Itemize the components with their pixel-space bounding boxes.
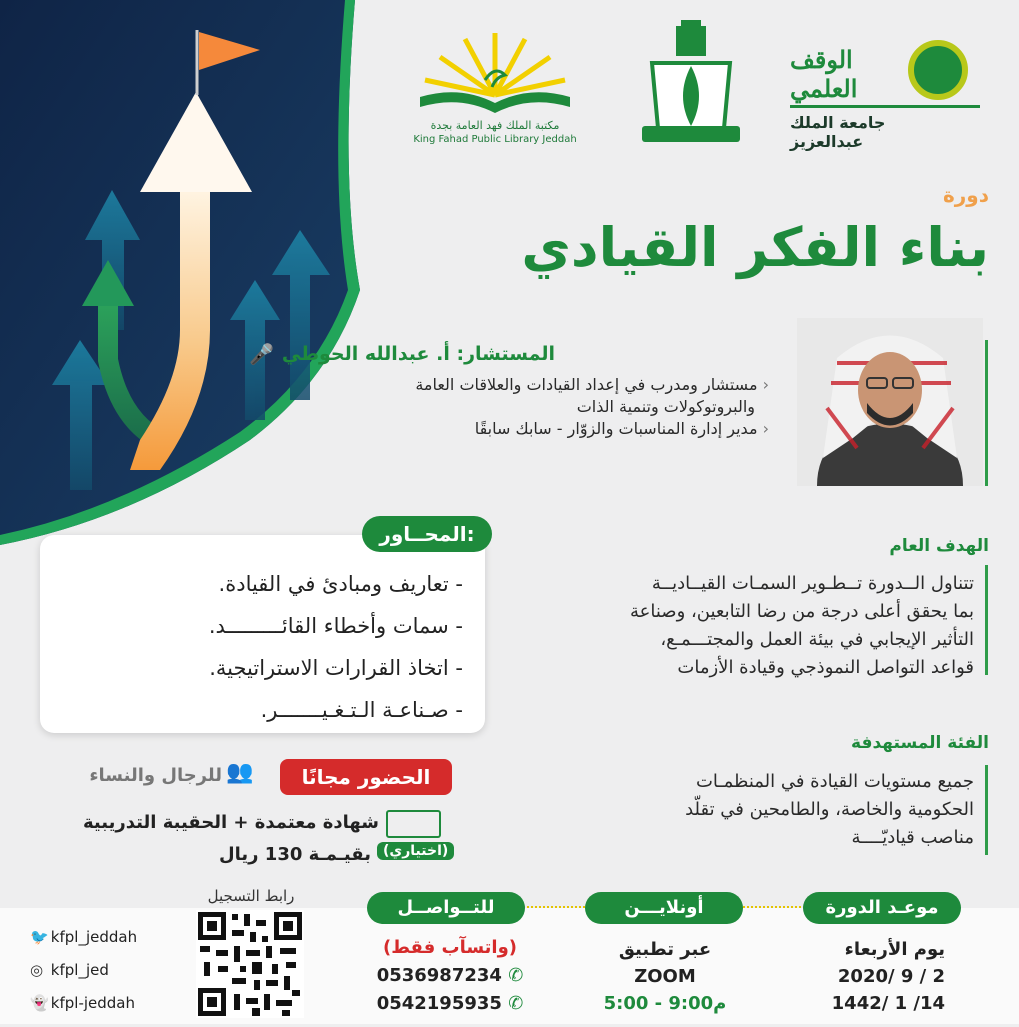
snapchat-link[interactable]: 👻 kfpl-jeddah (30, 994, 135, 1012)
consultant-bullet: ‹ مدير إدارة المناسبات والزوّار - سابك سابقًا (474, 419, 769, 438)
consultant-photo (797, 318, 983, 486)
axis-item: - تعاريف ومبادئ في القيادة. (218, 572, 463, 596)
axes-card (40, 535, 485, 733)
consultant-name: المستشار: أ. عبدالله الحوطي (281, 343, 555, 365)
instagram-icon: ◎ (30, 961, 44, 979)
library-name-ar: مكتبة الملك فهد العامة بجدة (430, 119, 560, 132)
library-sun-book-icon (410, 25, 580, 115)
twitter-link[interactable]: 🐦 kfpl_jeddah (30, 928, 138, 946)
phone-row[interactable]: 0542195935 ✆ (376, 993, 524, 1014)
date-title: موعـد الدورة (803, 892, 961, 924)
online-zoom: ZOOM (634, 966, 696, 987)
social-links (30, 928, 190, 1027)
goal-title: الهدف العام (889, 536, 989, 556)
snapchat-icon: 👻 (30, 994, 49, 1012)
axes-title: المحــاور: (362, 516, 492, 552)
date-gregorian: 2020/ 9 / 2 (837, 966, 945, 987)
registration-label: رابط التسجيل (207, 887, 295, 905)
library-logo (410, 25, 580, 155)
free-attendance-badge: الحضور مجانًا (280, 759, 452, 795)
instagram-link[interactable]: ◎ kfpl_jed (30, 961, 109, 979)
online-time: 5:00 - 9:00م (603, 993, 727, 1014)
course-title: بناء الفكر القيادي (521, 216, 989, 279)
certificate-price: بقيـمـة 130 ريال (219, 844, 371, 865)
registration-qr-code[interactable] (196, 910, 304, 1018)
microphone-icon: 🎤 (249, 342, 274, 366)
chevron-left-icon: ‹ (757, 375, 769, 394)
consultant-bullet: والبروتوكولات وتنمية الذات (576, 397, 755, 416)
waqf-logo (790, 35, 980, 151)
library-name-en: King Fahad Public Library Jeddah (413, 134, 577, 145)
online-block (585, 936, 745, 1017)
contact-title: للتــواصــل (367, 892, 525, 924)
consultant-divider (985, 340, 988, 486)
waqf-title: الوقف العلمي (790, 45, 858, 103)
optional-badge: (اختياري) (377, 842, 454, 860)
whatsapp-icon: ✆ (508, 965, 524, 986)
waqf-circle-icon (908, 40, 968, 100)
audience-title: الفئة المستهدفة (851, 733, 989, 753)
university-emblem-icon (632, 18, 750, 153)
audience-text: جميع مستويات القيادة في المنظمـات الحكومية والخاصة، والطامحين في تقلّد مناصب قياديّــــة (685, 771, 974, 848)
consultant-block (249, 342, 769, 440)
course-label: دورة (942, 183, 989, 207)
hero-arrows-graphic (0, 0, 380, 545)
qr-code-icon (196, 910, 304, 1018)
certificate-icon (386, 810, 441, 838)
date-block (832, 936, 945, 1017)
whatsapp-only-note: (واتسآب فقط) (382, 937, 518, 958)
date-hijri: 1442/ 1 /14 (831, 993, 945, 1014)
contact-block (365, 934, 535, 1018)
people-icon: 👥 (226, 760, 254, 785)
consultant-bullet: ‹ مستشار ومدرب في إعداد القيادات والعلاقات العامة (415, 375, 769, 394)
audience-divider (985, 765, 988, 855)
consultant-portrait-icon (797, 318, 983, 486)
chevron-left-icon: ‹ (757, 419, 769, 438)
whatsapp-icon: ✆ (508, 993, 524, 1014)
audience-gender: للرجال والنساء (89, 765, 222, 786)
university-name: جامعة الملك عبدالعزيز (790, 113, 886, 151)
goal-text: تتناول الــدورة تــطـوير السمـات القيــاديــة بما يحقق أعلى درجة من رضا التابعين، وصناعة التأثير الإيجابي في بيئة العمل والمجتـــمـع، قواعد التواصل النموذجي وقيادة الأزمات (629, 573, 974, 678)
axis-item: - صـناعـة الـتـغـيـــــــر. (260, 698, 463, 722)
certificate-text: شهادة معتمدة + الحقيبة التدريبية (83, 812, 379, 833)
goal-divider (985, 565, 988, 675)
online-title: أونلايـــن (585, 892, 743, 924)
axis-item: - سمات وأخطاء القائـــــــــد. (208, 614, 463, 638)
date-day: يوم الأربعاء (844, 939, 945, 960)
twitter-icon: 🐦 (30, 928, 49, 946)
phone-row[interactable]: 0536987234 ✆ (376, 965, 524, 986)
waqf-divider (790, 105, 980, 108)
axis-item: - اتخاذ القرارات الاستراتيجية. (209, 656, 463, 680)
online-app: عبر تطبيق (618, 939, 712, 960)
